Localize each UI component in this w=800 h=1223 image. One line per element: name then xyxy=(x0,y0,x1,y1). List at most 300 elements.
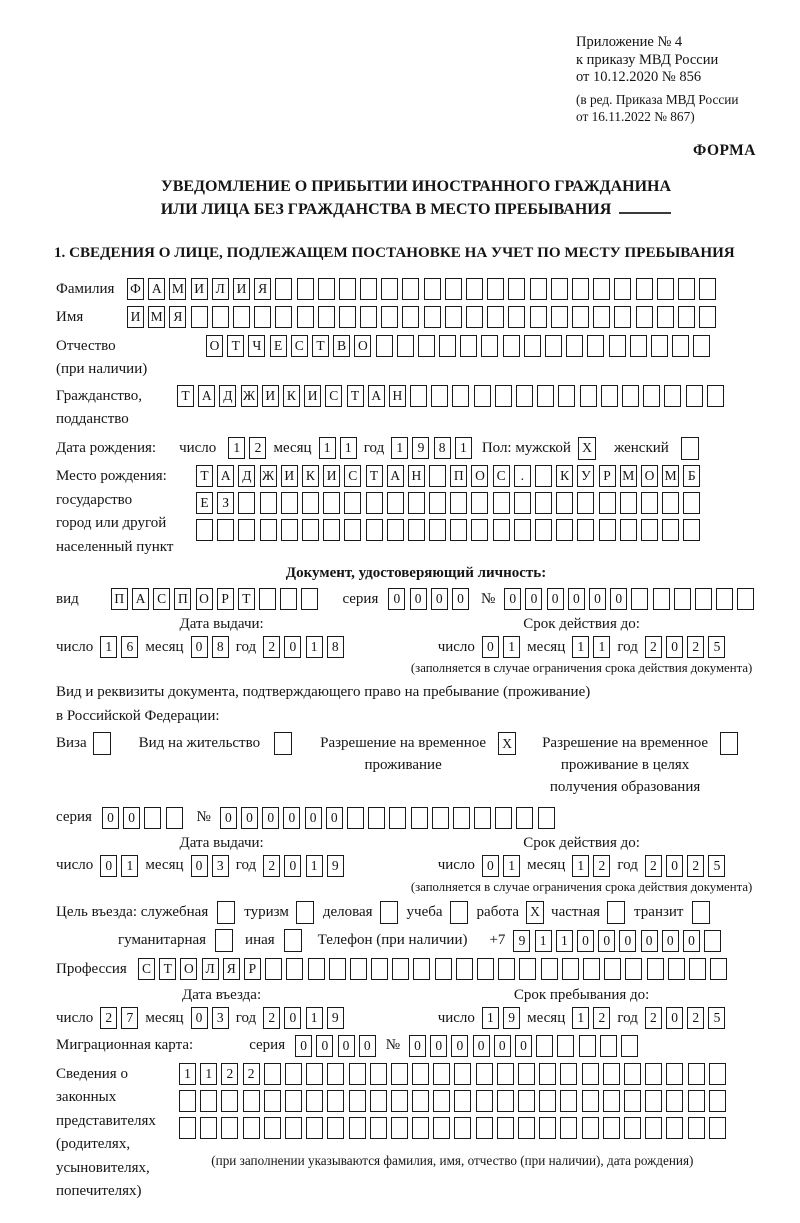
cell[interactable] xyxy=(254,306,271,328)
cell[interactable] xyxy=(495,807,512,829)
cell[interactable] xyxy=(243,1090,260,1112)
cell[interactable] xyxy=(645,1063,662,1085)
cell[interactable]: А xyxy=(132,588,149,610)
cell[interactable] xyxy=(503,335,520,357)
cell[interactable] xyxy=(196,519,213,541)
cell[interactable] xyxy=(429,465,446,487)
cell[interactable] xyxy=(716,588,733,610)
cell[interactable]: А xyxy=(148,278,165,300)
cell[interactable] xyxy=(493,492,510,514)
cell[interactable]: 8 xyxy=(327,636,344,658)
cell[interactable]: М xyxy=(662,465,679,487)
cell[interactable] xyxy=(347,807,364,829)
cell[interactable] xyxy=(454,1063,471,1085)
cell[interactable] xyxy=(280,588,297,610)
cell[interactable] xyxy=(413,958,430,980)
cell[interactable]: И xyxy=(233,278,250,300)
purpose-humanitarian-checkbox[interactable] xyxy=(215,929,233,952)
cell[interactable] xyxy=(481,335,498,357)
cell[interactable]: 1 xyxy=(391,437,408,459)
surname-cells[interactable] xyxy=(127,278,716,300)
cell[interactable] xyxy=(545,335,562,357)
cell[interactable]: Р xyxy=(217,588,234,610)
permit-expiry-day-cells[interactable] xyxy=(482,855,520,877)
cell[interactable]: И xyxy=(304,385,321,407)
cell[interactable] xyxy=(603,1063,620,1085)
id-expiry-year-cells[interactable] xyxy=(645,636,726,658)
entry-year-cells[interactable] xyxy=(263,1007,344,1029)
cell[interactable]: А xyxy=(387,465,404,487)
cell[interactable]: 0 xyxy=(473,1035,490,1057)
cell[interactable] xyxy=(217,519,234,541)
cell[interactable]: 0 xyxy=(220,807,237,829)
given-name-cells[interactable] xyxy=(127,306,716,328)
cell[interactable] xyxy=(524,335,541,357)
cell[interactable]: 1 xyxy=(306,855,323,877)
cell[interactable] xyxy=(580,385,597,407)
cell[interactable]: Ф xyxy=(127,278,144,300)
id-doc-type-cells[interactable] xyxy=(111,588,319,610)
cell[interactable] xyxy=(587,335,604,357)
cell[interactable] xyxy=(306,1117,323,1139)
cell[interactable] xyxy=(630,335,647,357)
cell[interactable] xyxy=(495,385,512,407)
cell[interactable] xyxy=(445,306,462,328)
cell[interactable]: Н xyxy=(408,465,425,487)
cell[interactable]: 0 xyxy=(409,1035,426,1057)
cell[interactable] xyxy=(556,492,573,514)
cell[interactable] xyxy=(371,958,388,980)
cell[interactable] xyxy=(625,958,642,980)
cell[interactable]: П xyxy=(450,465,467,487)
cell[interactable] xyxy=(535,519,552,541)
cell[interactable]: 1 xyxy=(340,437,357,459)
cell[interactable] xyxy=(264,1090,281,1112)
cell[interactable] xyxy=(418,335,435,357)
cell[interactable] xyxy=(683,492,700,514)
cell[interactable]: 2 xyxy=(593,1007,610,1029)
cell[interactable] xyxy=(593,278,610,300)
cell[interactable] xyxy=(360,306,377,328)
cell[interactable]: 0 xyxy=(262,807,279,829)
cell[interactable]: 0 xyxy=(410,588,427,610)
cell[interactable]: И xyxy=(127,306,144,328)
cell[interactable] xyxy=(402,278,419,300)
cell[interactable]: 6 xyxy=(121,636,138,658)
cell[interactable] xyxy=(450,492,467,514)
stay-month-cells[interactable] xyxy=(572,1007,610,1029)
cell[interactable]: 9 xyxy=(327,855,344,877)
cell[interactable]: 1 xyxy=(503,855,520,877)
cell[interactable] xyxy=(621,1035,638,1057)
cell[interactable]: Д xyxy=(238,465,255,487)
cell[interactable]: 0 xyxy=(388,588,405,610)
cell[interactable]: 7 xyxy=(121,1007,138,1029)
cell[interactable] xyxy=(645,1117,662,1139)
cell[interactable] xyxy=(614,306,631,328)
cell[interactable] xyxy=(657,306,674,328)
cell[interactable]: У xyxy=(577,465,594,487)
cell[interactable]: Р xyxy=(599,465,616,487)
cell[interactable]: М xyxy=(169,278,186,300)
id-issue-month-cells[interactable] xyxy=(191,636,229,658)
cell[interactable]: 2 xyxy=(263,1007,280,1029)
cell[interactable]: 0 xyxy=(494,1035,511,1057)
cell[interactable] xyxy=(200,1117,217,1139)
cell[interactable] xyxy=(645,1090,662,1112)
birth-month-cells[interactable] xyxy=(319,437,357,459)
cell[interactable] xyxy=(429,492,446,514)
cell[interactable] xyxy=(466,306,483,328)
cell[interactable] xyxy=(349,1090,366,1112)
cell[interactable]: Е xyxy=(270,335,287,357)
cell[interactable] xyxy=(666,1090,683,1112)
cell[interactable] xyxy=(297,278,314,300)
cell[interactable] xyxy=(460,335,477,357)
cell[interactable] xyxy=(221,1090,238,1112)
cell[interactable] xyxy=(678,306,695,328)
cell[interactable] xyxy=(601,385,618,407)
cell[interactable] xyxy=(323,492,340,514)
cell[interactable] xyxy=(281,519,298,541)
cell[interactable] xyxy=(376,335,393,357)
cell[interactable]: 0 xyxy=(284,1007,301,1029)
cell[interactable] xyxy=(327,1090,344,1112)
cell[interactable] xyxy=(238,492,255,514)
cell[interactable]: 1 xyxy=(319,437,336,459)
cell[interactable] xyxy=(387,519,404,541)
cell[interactable]: 0 xyxy=(102,807,119,829)
cell[interactable] xyxy=(285,1063,302,1085)
temp-residence-checkbox[interactable]: X xyxy=(498,732,516,755)
cell[interactable] xyxy=(643,385,660,407)
cell[interactable] xyxy=(424,278,441,300)
cell[interactable] xyxy=(308,958,325,980)
cell[interactable]: С xyxy=(153,588,170,610)
cell[interactable] xyxy=(709,1090,726,1112)
cell[interactable]: 0 xyxy=(547,588,564,610)
cell[interactable] xyxy=(599,492,616,514)
cell[interactable]: 0 xyxy=(316,1035,333,1057)
cell[interactable] xyxy=(620,519,637,541)
cell[interactable] xyxy=(212,306,229,328)
cell[interactable] xyxy=(583,958,600,980)
cell[interactable]: 1 xyxy=(306,636,323,658)
cell[interactable]: Т xyxy=(196,465,213,487)
cell[interactable] xyxy=(497,1117,514,1139)
permit-issue-month-cells[interactable] xyxy=(191,855,229,877)
cell[interactable] xyxy=(631,588,648,610)
purpose-other-checkbox[interactable] xyxy=(284,929,302,952)
cell[interactable] xyxy=(497,1063,514,1085)
purpose-private-checkbox[interactable] xyxy=(607,901,625,924)
cell[interactable] xyxy=(381,306,398,328)
cell[interactable]: Ч xyxy=(248,335,265,357)
cell[interactable] xyxy=(600,1035,617,1057)
cell[interactable] xyxy=(349,1117,366,1139)
cell[interactable]: 3 xyxy=(212,855,229,877)
cell[interactable]: 0 xyxy=(482,636,499,658)
cell[interactable] xyxy=(624,1063,641,1085)
cell[interactable] xyxy=(471,492,488,514)
cell[interactable] xyxy=(624,1090,641,1112)
cell[interactable] xyxy=(432,807,449,829)
cell[interactable]: Б xyxy=(683,465,700,487)
cell[interactable] xyxy=(516,385,533,407)
cell[interactable] xyxy=(412,1063,429,1085)
cell[interactable] xyxy=(657,278,674,300)
cell[interactable] xyxy=(259,588,276,610)
cell[interactable]: 1 xyxy=(572,855,589,877)
cell[interactable] xyxy=(737,588,754,610)
cell[interactable] xyxy=(536,1035,553,1057)
cell[interactable]: О xyxy=(471,465,488,487)
cell[interactable] xyxy=(392,958,409,980)
cell[interactable] xyxy=(551,278,568,300)
cell[interactable] xyxy=(408,492,425,514)
cell[interactable]: 0 xyxy=(431,588,448,610)
cell[interactable]: 2 xyxy=(645,855,662,877)
birthplace-cells-row2[interactable] xyxy=(196,492,700,514)
cell[interactable]: К xyxy=(302,465,319,487)
entry-day-cells[interactable] xyxy=(100,1007,138,1029)
cell[interactable] xyxy=(344,519,361,541)
cell[interactable] xyxy=(179,1090,196,1112)
cell[interactable]: Я xyxy=(254,278,271,300)
cell[interactable] xyxy=(530,278,547,300)
cell[interactable] xyxy=(557,1035,574,1057)
phone-cells[interactable] xyxy=(513,930,721,952)
cell[interactable]: 2 xyxy=(645,1007,662,1029)
cell[interactable] xyxy=(709,1063,726,1085)
cell[interactable]: С xyxy=(493,465,510,487)
cell[interactable]: . xyxy=(514,465,531,487)
cell[interactable] xyxy=(704,930,721,952)
birth-year-cells[interactable] xyxy=(391,437,472,459)
cell[interactable]: Д xyxy=(219,385,236,407)
purpose-tourism-checkbox[interactable] xyxy=(296,901,314,924)
cell[interactable] xyxy=(474,807,491,829)
cell[interactable]: 0 xyxy=(284,636,301,658)
cell[interactable] xyxy=(641,492,658,514)
cell[interactable]: И xyxy=(323,465,340,487)
cell[interactable] xyxy=(668,958,685,980)
cell[interactable]: 0 xyxy=(284,855,301,877)
cell[interactable]: 0 xyxy=(305,807,322,829)
cell[interactable] xyxy=(370,1117,387,1139)
cell[interactable] xyxy=(318,306,335,328)
cell[interactable] xyxy=(433,1090,450,1112)
cell[interactable]: 0 xyxy=(610,588,627,610)
cell[interactable] xyxy=(683,519,700,541)
cell[interactable]: 2 xyxy=(100,1007,117,1029)
purpose-transit-checkbox[interactable] xyxy=(692,901,710,924)
cell[interactable]: О xyxy=(196,588,213,610)
cell[interactable]: 0 xyxy=(241,807,258,829)
cell[interactable] xyxy=(238,519,255,541)
cell[interactable] xyxy=(599,519,616,541)
cell[interactable] xyxy=(144,807,161,829)
sex-male-checkbox[interactable]: X xyxy=(578,437,596,460)
cell[interactable] xyxy=(285,1117,302,1139)
cell[interactable] xyxy=(487,278,504,300)
migcard-series-cells[interactable] xyxy=(295,1035,376,1057)
cell[interactable] xyxy=(662,492,679,514)
birthplace-cells-row1[interactable] xyxy=(196,465,700,487)
cell[interactable] xyxy=(487,306,504,328)
id-issue-year-cells[interactable] xyxy=(263,636,344,658)
cell[interactable]: 5 xyxy=(708,855,725,877)
cell[interactable] xyxy=(387,492,404,514)
cell[interactable] xyxy=(191,306,208,328)
cell[interactable]: 0 xyxy=(191,636,208,658)
cell[interactable] xyxy=(306,1063,323,1085)
cell[interactable] xyxy=(566,335,583,357)
cell[interactable]: 1 xyxy=(179,1063,196,1085)
cell[interactable]: М xyxy=(620,465,637,487)
cell[interactable] xyxy=(699,278,716,300)
cell[interactable] xyxy=(707,385,724,407)
cell[interactable]: В xyxy=(333,335,350,357)
cell[interactable] xyxy=(391,1090,408,1112)
cell[interactable] xyxy=(450,519,467,541)
birthplace-cells-row3[interactable] xyxy=(196,519,700,541)
cell[interactable]: 0 xyxy=(589,588,606,610)
cell[interactable] xyxy=(265,958,282,980)
purpose-work-checkbox[interactable]: X xyxy=(526,901,544,924)
cell[interactable] xyxy=(476,1063,493,1085)
cell[interactable]: С xyxy=(138,958,155,980)
cell[interactable] xyxy=(593,306,610,328)
cell[interactable] xyxy=(666,1117,683,1139)
cell[interactable] xyxy=(518,1090,535,1112)
stay-day-cells[interactable] xyxy=(482,1007,520,1029)
cell[interactable]: Л xyxy=(212,278,229,300)
cell[interactable]: 1 xyxy=(228,437,245,459)
cell[interactable] xyxy=(260,519,277,541)
cell[interactable] xyxy=(327,1117,344,1139)
cell[interactable] xyxy=(301,588,318,610)
cell[interactable]: Т xyxy=(177,385,194,407)
cell[interactable] xyxy=(452,385,469,407)
cell[interactable] xyxy=(366,492,383,514)
cell[interactable] xyxy=(686,385,703,407)
id-issue-day-cells[interactable] xyxy=(100,636,138,658)
cell[interactable]: О xyxy=(206,335,223,357)
cell[interactable]: 1 xyxy=(535,930,552,952)
cell[interactable] xyxy=(302,492,319,514)
cell[interactable] xyxy=(275,278,292,300)
cell[interactable] xyxy=(474,385,491,407)
cell[interactable] xyxy=(497,1090,514,1112)
cell[interactable] xyxy=(233,306,250,328)
cell[interactable] xyxy=(179,1117,196,1139)
permit-number-cells[interactable] xyxy=(220,807,555,829)
cell[interactable] xyxy=(572,278,589,300)
cell[interactable]: 0 xyxy=(295,1035,312,1057)
cell[interactable]: 0 xyxy=(666,636,683,658)
cell[interactable]: 0 xyxy=(283,807,300,829)
cell[interactable]: 8 xyxy=(212,636,229,658)
cell[interactable] xyxy=(275,306,292,328)
cell[interactable] xyxy=(329,958,346,980)
cell[interactable]: 0 xyxy=(598,930,615,952)
cell[interactable]: 0 xyxy=(666,855,683,877)
cell[interactable]: Л xyxy=(202,958,219,980)
cell[interactable] xyxy=(641,519,658,541)
cell[interactable]: 2 xyxy=(263,636,280,658)
permit-issue-day-cells[interactable] xyxy=(100,855,138,877)
cell[interactable] xyxy=(539,1090,556,1112)
cell[interactable] xyxy=(558,385,575,407)
cell[interactable] xyxy=(541,958,558,980)
cell[interactable]: П xyxy=(174,588,191,610)
profession-cells[interactable] xyxy=(138,958,727,980)
entry-month-cells[interactable] xyxy=(191,1007,229,1029)
cell[interactable] xyxy=(339,306,356,328)
cell[interactable] xyxy=(429,519,446,541)
cell[interactable]: 0 xyxy=(430,1035,447,1057)
cell[interactable] xyxy=(636,306,653,328)
cell[interactable]: 5 xyxy=(708,1007,725,1029)
cell[interactable] xyxy=(636,278,653,300)
cell[interactable]: 0 xyxy=(338,1035,355,1057)
cell[interactable]: К xyxy=(283,385,300,407)
cell[interactable] xyxy=(366,519,383,541)
cell[interactable] xyxy=(662,519,679,541)
cell[interactable]: 2 xyxy=(645,636,662,658)
cell[interactable] xyxy=(439,335,456,357)
cell[interactable]: 0 xyxy=(326,807,343,829)
cell[interactable] xyxy=(519,958,536,980)
cell[interactable] xyxy=(647,958,664,980)
cell[interactable] xyxy=(433,1117,450,1139)
cell[interactable] xyxy=(710,958,727,980)
cell[interactable] xyxy=(678,278,695,300)
cell[interactable] xyxy=(688,1090,705,1112)
cell[interactable] xyxy=(562,958,579,980)
cell[interactable] xyxy=(572,306,589,328)
cell[interactable]: Е xyxy=(196,492,213,514)
cell[interactable] xyxy=(498,958,515,980)
cell[interactable]: Ж xyxy=(241,385,258,407)
cell[interactable] xyxy=(350,958,367,980)
cell[interactable] xyxy=(285,1090,302,1112)
cell[interactable]: С xyxy=(344,465,361,487)
cell[interactable]: Т xyxy=(366,465,383,487)
cell[interactable] xyxy=(318,278,335,300)
cell[interactable] xyxy=(454,1117,471,1139)
cell[interactable] xyxy=(281,492,298,514)
cell[interactable] xyxy=(391,1063,408,1085)
cell[interactable]: 1 xyxy=(306,1007,323,1029)
cell[interactable] xyxy=(412,1117,429,1139)
cell[interactable]: 9 xyxy=(513,930,530,952)
cell[interactable]: 0 xyxy=(666,1007,683,1029)
cell[interactable] xyxy=(577,492,594,514)
cell[interactable]: 1 xyxy=(482,1007,499,1029)
cell[interactable] xyxy=(445,278,462,300)
cell[interactable] xyxy=(514,519,531,541)
cell[interactable]: 1 xyxy=(572,636,589,658)
cell[interactable] xyxy=(699,306,716,328)
cell[interactable] xyxy=(408,519,425,541)
cell[interactable] xyxy=(624,1117,641,1139)
cell[interactable] xyxy=(264,1117,281,1139)
cell[interactable]: 0 xyxy=(525,588,542,610)
cell[interactable]: 0 xyxy=(452,588,469,610)
cell[interactable] xyxy=(582,1063,599,1085)
